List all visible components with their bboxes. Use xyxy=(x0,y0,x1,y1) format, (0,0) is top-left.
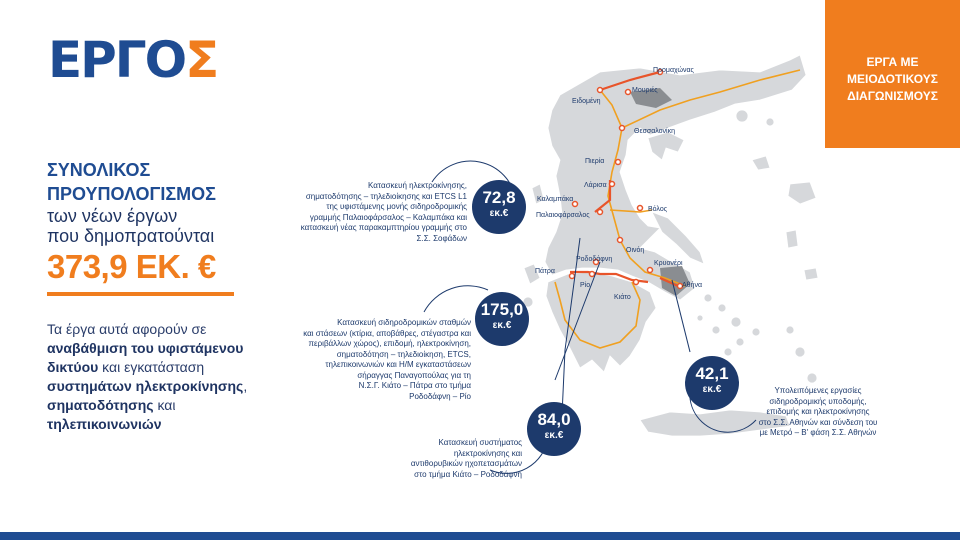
town-palaiofarsalos: Παλαιοφάρσαλος xyxy=(536,212,590,219)
desc-bold-4: τηλεπικοινωνιών xyxy=(47,416,162,432)
note-line: με Μετρό – Β' φάση Σ.Σ. Αθηνών xyxy=(759,428,877,437)
project-value: 84,0 xyxy=(537,410,571,429)
project-note-84 xyxy=(380,438,522,480)
note-line: σιδηροδρομικής υποδομής, xyxy=(769,396,867,406)
project-value: 175,0 xyxy=(480,300,524,319)
logo-text: ΕΡΓΟ xyxy=(48,31,186,89)
note-line: Σ.Σ. Σοφάδων xyxy=(416,233,467,243)
town-patra: Πάτρα xyxy=(535,268,555,275)
note-line: στο Σ.Σ. Αθηνών και σύνδεση του xyxy=(758,417,878,427)
note-line: ηλεκτροκίνησης και xyxy=(453,448,522,458)
note-line: Υπολειπόμενες εργασίες xyxy=(774,386,862,395)
town-kryoneri: Κρυονέρι xyxy=(654,260,683,267)
note-line: αντιθορυβικών ηχοπετασμάτων xyxy=(410,459,522,468)
town-rododafni: Ροδοδάφνη xyxy=(576,256,613,263)
project-note-72-8 xyxy=(262,181,467,244)
town-eidomeni: Ειδομένη xyxy=(572,98,601,105)
project-unit: εκ.€ xyxy=(489,208,509,219)
logo-accent-letter: Σ xyxy=(185,31,218,89)
banner-line-2: ΜΕΙΟΔΟΤΙΚΟΥΣ xyxy=(847,72,938,86)
project-bubble-72-8 xyxy=(472,180,526,234)
note-line: της υφιστάμενης μονής σιδηροδρομικής xyxy=(326,202,467,211)
project-unit: εκ.€ xyxy=(492,320,512,331)
desc-part-3: , xyxy=(243,378,248,394)
note-line: σήραγγας Παναγοπούλας για τη xyxy=(357,370,471,380)
bottom-bar xyxy=(0,532,960,540)
budget-amount: 373,9 ΕΚ. € xyxy=(47,248,216,285)
note-line: σηματοδότησης – τηλεδιοίκησης και ETCS L1 xyxy=(305,191,467,201)
banner-line-3: ΔΙΑΓΩΝΙΣΜΟΥΣ xyxy=(847,89,938,103)
town-pieria: Πιερία xyxy=(585,158,605,165)
project-bubble-175 xyxy=(475,292,529,346)
note-line: επιδομής και ηλεκτροκίνησης xyxy=(766,407,870,416)
desc-bold-3: σηματοδότησης xyxy=(47,397,154,413)
note-line: και στάσεων (κτίρια, αποβάθρες, στέγαστρα και xyxy=(303,328,471,338)
town-larisa: Λάρισα xyxy=(584,182,607,189)
town-volos: Βόλος xyxy=(648,206,668,213)
desc-part-4: και xyxy=(153,397,176,413)
desc-part-2: και εγκατάσταση xyxy=(98,359,205,375)
town-promachonas: Προμαχώνας xyxy=(653,67,694,74)
budget-title-line-2: ΠΡΟΥΠΟΛΟΓΙΣΜΟΣ xyxy=(47,184,216,204)
desc-bold-2: συστημάτων ηλεκτροκίνησης xyxy=(47,378,244,394)
note-line: στο τμήμα Κιάτο – Ροδοδάφνη xyxy=(414,469,522,479)
note-line: σηματοδότηση – τηλεδιοίκηση, ETCS, xyxy=(336,349,471,359)
town-rio: Ρίο xyxy=(580,282,591,289)
note-line: γραμμής Παλαιοφάρσαλος – Καλαμπάκα και xyxy=(309,212,467,222)
note-line: Κατασκευή ηλεκτροκίνησης, xyxy=(368,181,467,190)
budget-title-line-1: ΣΥΝΟΛΙΚΟΣ xyxy=(47,160,151,180)
desc-part-1: Τα έργα αυτά αφορούν σε xyxy=(47,321,207,337)
note-line: Ροδοδάφνη – Ρίο xyxy=(409,391,471,401)
town-kalampaka: Καλαμπάκα xyxy=(537,196,574,203)
banner-line-1: ΕΡΓΑ ΜΕ xyxy=(866,55,919,69)
budget-subtitle-line-2: που δημοπρατούνται xyxy=(47,226,215,246)
project-bubble-84 xyxy=(527,402,581,456)
town-kiato: Κιάτο xyxy=(614,294,631,301)
note-line: περιβάλλων χώρος), επιδομή, ηλεκτροκίνηση, xyxy=(308,339,471,348)
project-unit: εκ.€ xyxy=(544,430,564,441)
project-value: 42,1 xyxy=(695,364,729,383)
project-note-42-1 xyxy=(748,386,888,439)
town-mouries: Μουριές xyxy=(632,87,658,94)
note-line: Κατασκευή συστήματος xyxy=(438,438,522,447)
note-line: Ν.Σ.Γ. Κιάτο – Πάτρα στο τμήμα xyxy=(358,381,471,390)
project-unit: εκ.€ xyxy=(702,384,722,395)
project-note-175 xyxy=(268,318,471,402)
note-line: Κατασκευή σιδηροδρομικών σταθμών xyxy=(337,318,471,327)
town-thessaloniki: Θεσσαλονίκη xyxy=(634,128,675,135)
note-line: κατασκευή νέας παρακαμπτηρίου γραμμής στο xyxy=(300,223,467,232)
town-oinoi: Οινόη xyxy=(626,247,645,254)
desc-bold-1: αναβάθμιση του υφιστάμενου δικτύου xyxy=(47,340,244,375)
note-line: τηλεπικοινωνιών και Η/Μ εγκαταστάσεων xyxy=(325,360,471,369)
project-value: 72,8 xyxy=(482,188,516,207)
project-bubble-42-1 xyxy=(685,356,739,410)
budget-subtitle-line-1: των νέων έργων xyxy=(47,206,178,226)
town-athina: Αθήνα xyxy=(682,282,703,289)
